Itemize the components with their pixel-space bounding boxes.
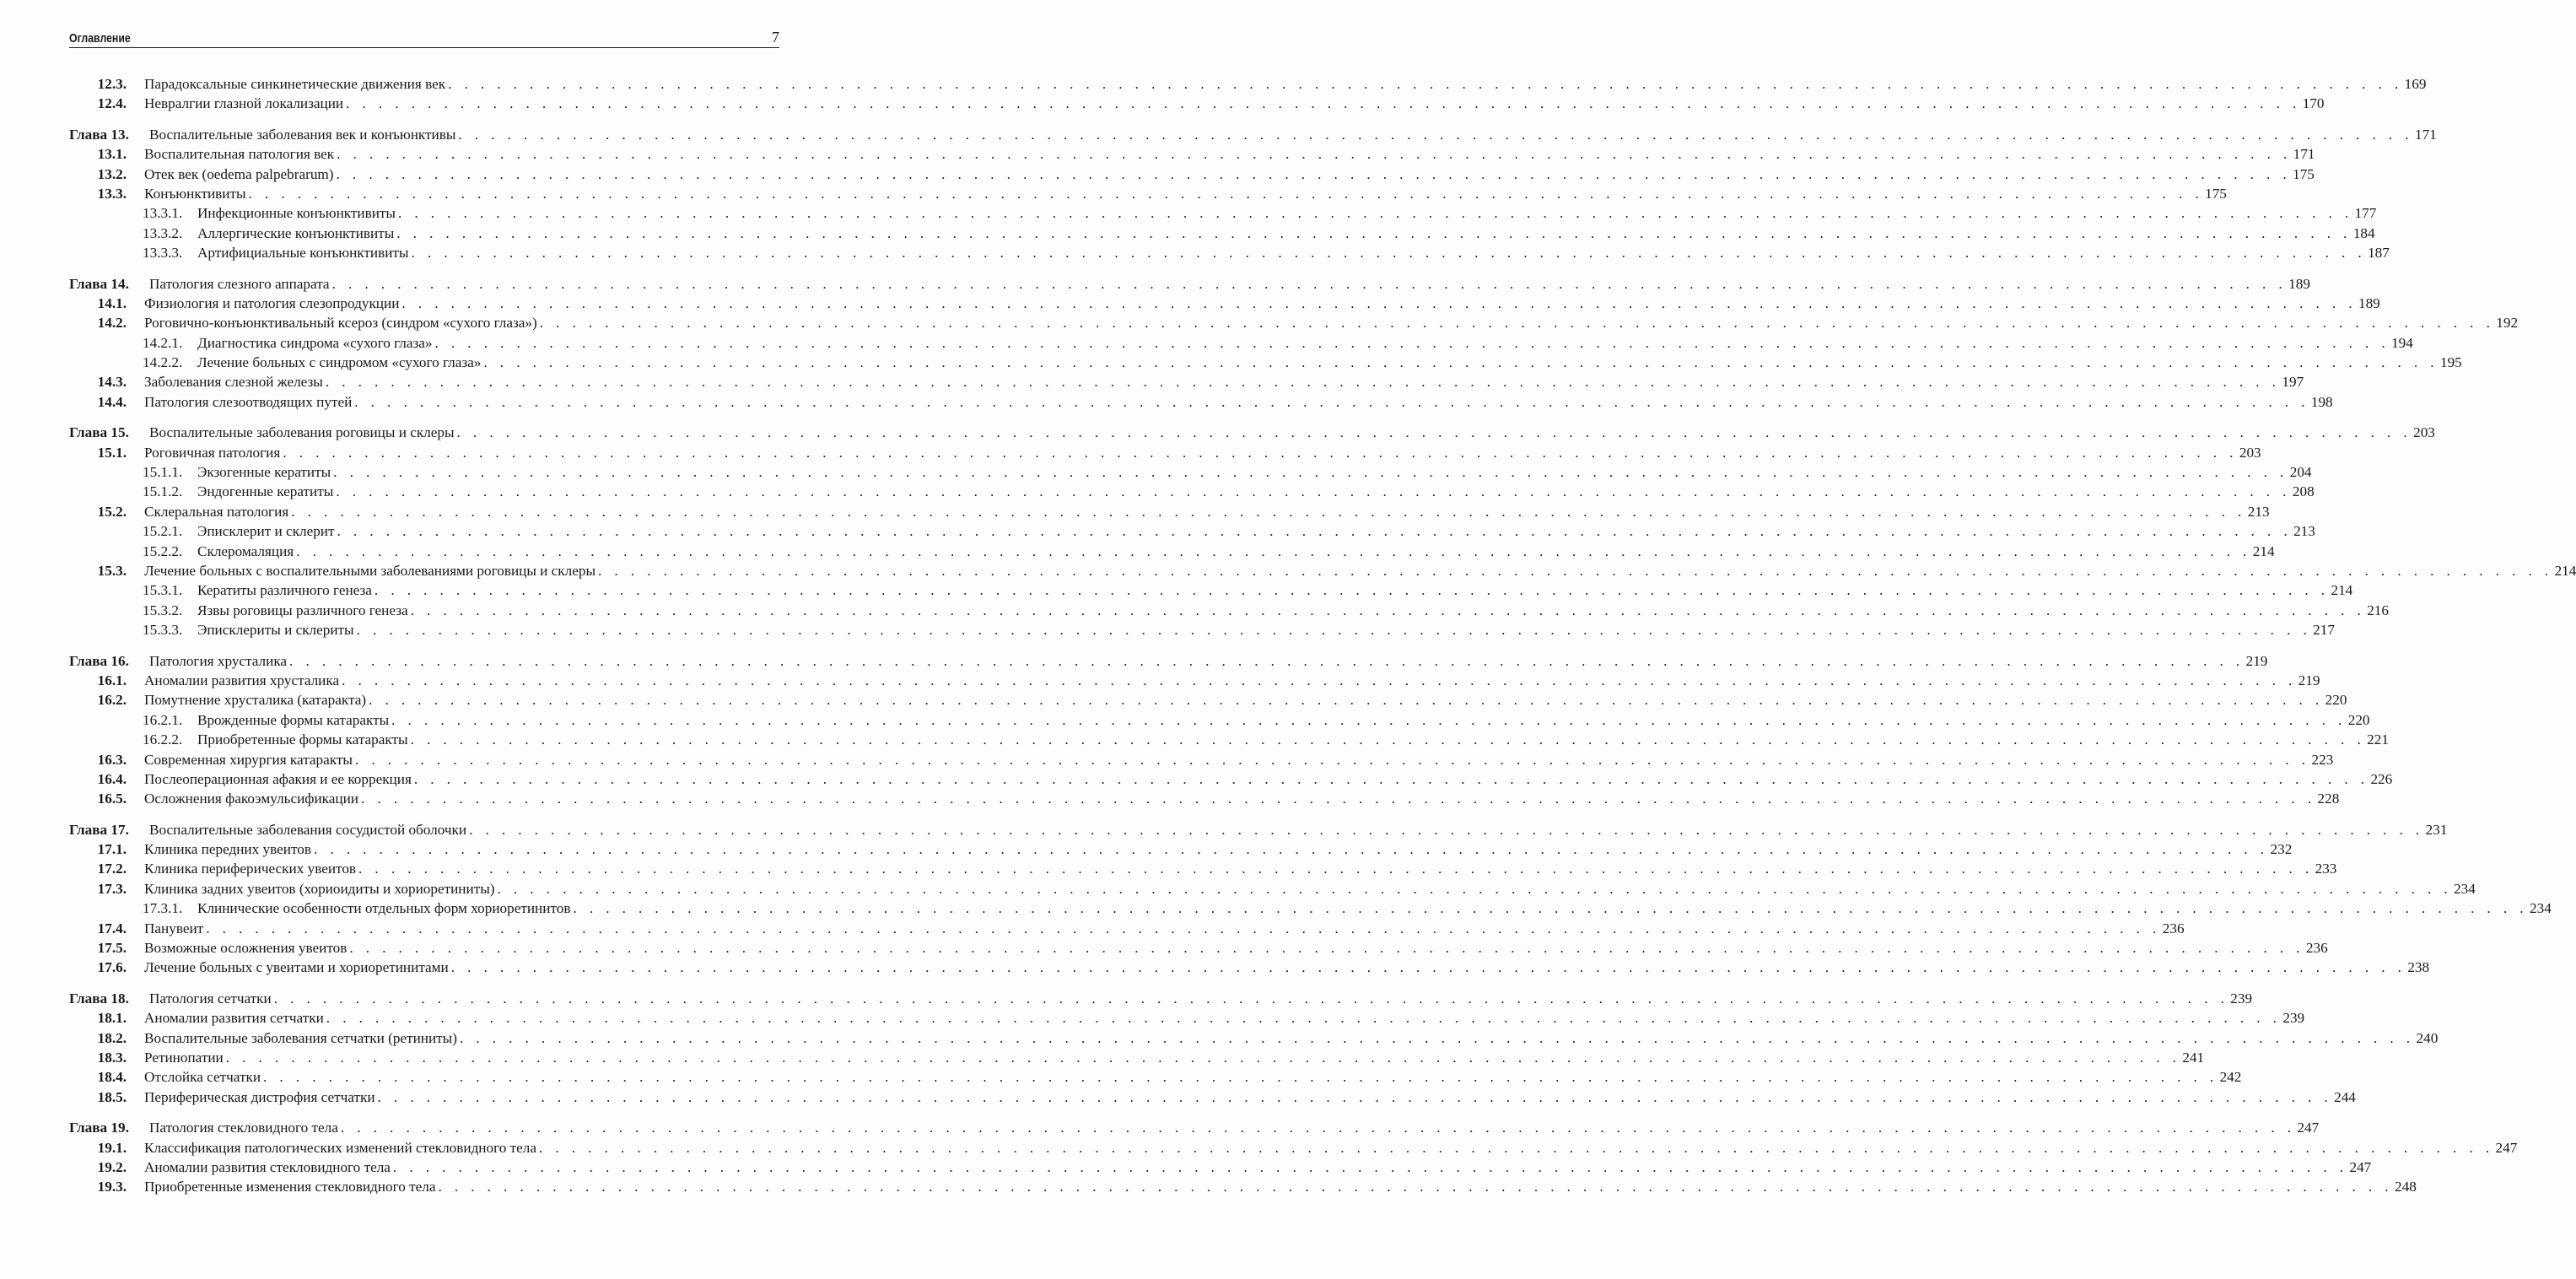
toc-entry-page: 239 xyxy=(2230,990,2253,1006)
toc-subsection-entry[interactable] xyxy=(69,899,2552,918)
toc-entry-page: 233 xyxy=(2315,861,2337,877)
dot-leader: . . . . . . . . . . . . . . . . . . . . . . . . . . . . . . . . . . . . . . . . . . . . . . . . . . . . . . . . . . . . . . . . . . . . . . . . . . . . . . . . . . . . . . . . . . . . . . . . . . . . . . . . . . . . . . . . . . . . . . . . xyxy=(438,1179,2394,1195)
toc-entry-title: Послеоперационная афакия и ее коррекция xyxy=(144,769,414,789)
toc-entry-page: 184 xyxy=(2352,224,2375,241)
toc-entry-title: Отслойка сетчатки xyxy=(144,1067,263,1087)
toc-entry-title: Воспалительные заболевания век и конъюнктивы xyxy=(149,125,458,144)
dot-leader: . . . . . . . . . . . . . . . . . . . . . . . . . . . . . . . . . . . . . . . . . . . . . . . . . . . . . . . . . . . . . . . . . . . . . . . . . . . . . . . . . . . . . . . . . . . . . . . . . . . . . . . . . . . . . . . . . . . . . . . . xyxy=(354,393,2309,410)
toc-entry-title: Конъюнктивиты xyxy=(144,184,249,203)
toc-entry-page: 240 xyxy=(2416,1029,2439,1046)
toc-entry-title: Лечение больных с синдромом «сухого глаза» xyxy=(197,353,483,372)
toc-entry-number: 19.1. xyxy=(97,1139,127,1156)
toc-entry-number: 17.2. xyxy=(97,861,127,877)
toc-chapter-entry[interactable] xyxy=(69,423,2435,442)
toc-entry-title: Периферическая дистрофия сетчатки xyxy=(144,1087,378,1107)
toc-section-entry[interactable] xyxy=(69,839,2293,859)
toc-entry-page: 177 xyxy=(2354,205,2377,222)
toc-entry-title: Ретинопатии xyxy=(144,1048,226,1067)
dot-leader: . . . . . . . . . . . . . . . . . . . . . . . . . . . . . . . . . . . . . . . . . . . . . . . . . . . . . . . . . . . . . . . . . . . . . . . . . . . . . . . . . . . . . . . . . . . . . . . . . . . . . . . . . . . . . . . . . . . . . . . . xyxy=(225,1049,2181,1066)
toc-entry-number: 14.4. xyxy=(97,393,127,410)
toc-entry-number: 15.3.3. xyxy=(143,622,183,639)
toc-entry-page: 247 xyxy=(2349,1158,2372,1175)
toc-section-entry[interactable] xyxy=(69,958,2430,977)
toc-entry-title: Врожденные формы катаракты xyxy=(197,710,391,730)
toc-entry-title: Артифициальные конъюнктивиты xyxy=(197,243,412,262)
dot-leader: . . . . . . . . . . . . . . . . . . . . . . . . . . . . . . . . . . . . . . . . . . . . . . . . . . . . . . . . . . . . . . . . . . . . . . . . . . . . . . . . . . . . . . . . . . . . . . . . . . . . . . . . . . . . . . . . . . . . . . . . xyxy=(337,523,2293,540)
toc-entry-number: 15.3.1. xyxy=(143,582,183,599)
toc-entry-title: Помутнение хрусталика (катаракта) xyxy=(144,690,369,710)
dot-leader: . . . . . . . . . . . . . . . . . . . . . . . . . . . . . . . . . . . . . . . . . . . . . . . . . . . . . . . . . . . . . . . . . . . . . . . . . . . . . . . . . . . . . . . . . . . . . . . . . . . . . . . . . . . . . . . . . . . . . . . . xyxy=(291,503,2246,520)
toc-entry-page: 195 xyxy=(2439,354,2462,371)
toc-entry-number: 17.3. xyxy=(97,880,127,897)
dot-leader: . . . . . . . . . . . . . . . . . . . . . . . . . . . . . . . . . . . . . . . . . . . . . . . . . . . . . . . . . . . . . . . . . . . . . . . . . . . . . . . . . . . . . . . . . . . . . . . . . . . . . . . . . . . . . . . . . . . . . . . . xyxy=(459,1029,2415,1046)
dot-leader: . . . . . . . . . . . . . . . . . . . . . . . . . . . . . . . . . . . . . . . . . . . . . . . . . . . . . . . . . . . . . . . . . . . . . . . . . . . . . . . . . . . . . . . . . . . . . . . . . . . . . . . . . . . . . . . . . . . . . . . . xyxy=(346,95,2301,112)
toc-entry-title: Патология слезного аппарата xyxy=(149,274,332,294)
dot-leader: . . . . . . . . . . . . . . . . . . . . . . . . . . . . . . . . . . . . . . . . . . . . . . . . . . . . . . . . . . . . . . . . . . . . . . . . . . . . . . . . . . . . . . . . . . . . . . . . . . . . . . . . . . . . . . . . . . . . . . . . xyxy=(538,1139,2494,1156)
toc-entry-title: Парадоксальные синкинетические движения век xyxy=(144,74,448,94)
toc-entry-page: 236 xyxy=(2162,920,2185,936)
toc-subsection-entry[interactable] xyxy=(69,710,2370,730)
toc-entry-title: Патология слезоотводящих путей xyxy=(144,392,354,412)
toc-entry-number: 18.2. xyxy=(97,1029,127,1046)
dot-leader: . . . . . . . . . . . . . . . . . . . . . . . . . . . . . . . . . . . . . . . . . . . . . . . . . . . . . . . . . . . . . . . . . . . . . . . . . . . . . . . . . . . . . . . . . . . . . . . . . . . . . . . . . . . . . . . . . . . . . . . . xyxy=(331,275,2288,292)
toc-subsection-entry[interactable] xyxy=(69,224,2375,243)
dot-leader: . . . . . . . . . . . . . . . . . . . . . . . . . . . . . . . . . . . . . . . . . . . . . . . . . . . . . . . . . . . . . . . . . . . . . . . . . . . . . . . . . . . . . . . . . . . . . . . . . . . . . . . . . . . . . . . . . . . . . . . . xyxy=(456,424,2412,441)
toc-entry-title: Клинические особенности отдельных форм хориоретинитов xyxy=(197,899,573,918)
dot-leader: . . . . . . . . . . . . . . . . . . . . . . . . . . . . . . . . . . . . . . . . . . . . . . . . . . . . . . . . . . . . . . . . . . . . . . . . . . . . . . . . . . . . . . . . . . . . . . . . . . . . . . . . . . . . . . . . . . . . . . . . xyxy=(342,672,2297,688)
toc-entry-number: 16.2. xyxy=(97,692,127,709)
toc-section-entry[interactable] xyxy=(69,561,2576,580)
dot-leader: . . . . . . . . . . . . . . . . . . . . . . . . . . . . . . . . . . . . . . . . . . . . . . . . . . . . . . . . . . . . . . . . . . . . . . . . . . . . . . . . . . . . . . . . . . . . . . . . . . . . . . . . . . . . . . . . . . . . . . . . xyxy=(396,224,2352,241)
toc-entry-title: Заболевания слезной железы xyxy=(144,372,326,391)
toc-entry-page: 239 xyxy=(2282,1010,2305,1027)
toc-entry-title: Приобретенные формы катаракты xyxy=(197,730,411,749)
toc-entry-number: 16.3. xyxy=(97,751,127,768)
toc-entry-number: 18.5. xyxy=(97,1088,127,1105)
toc-entry-number: 15.1.1. xyxy=(143,464,183,481)
toc-entry-page: 223 xyxy=(2311,751,2334,768)
dot-leader: . . . . . . . . . . . . . . . . . . . . . . . . . . . . . . . . . . . . . . . . . . . . . . . . . . . . . . . . . . . . . . . . . . . . . . . . . . . . . . . . . . . . . . . . . . . . . . . . . . . . . . . . . . . . . . . . . . . . . . . . xyxy=(391,711,2347,728)
toc-section-entry[interactable] xyxy=(69,94,2325,113)
chapter-gap xyxy=(69,1107,784,1118)
toc-entry-number: 12.3. xyxy=(97,76,127,92)
toc-section-entry[interactable] xyxy=(69,1048,2205,1067)
toc-entry-page: 175 xyxy=(2293,165,2315,182)
toc-entry-title: Возможные осложнения увеитов xyxy=(144,938,349,958)
dot-leader: . . . . . . . . . . . . . . . . . . . . . . . . . . . . . . . . . . . . . . . . . . . . . . . . . . . . . . . . . . . . . . . . . . . . . . . . . . . . . . . . . . . . . . . . . . . . . . . . . . . . . . . . . . . . . . . . . . . . . . . . xyxy=(458,126,2413,143)
dot-leader: . . . . . . . . . . . . . . . . . . . . . . . . . . . . . . . . . . . . . . . . . . . . . . . . . . . . . . . . . . . . . . . . . . . . . . . . . . . . . . . . . . . . . . . . . . . . . . . . . . . . . . . . . . . . . . . . . . . . . . . . xyxy=(206,920,2161,936)
dot-leader: . . . . . . . . . . . . . . . . . . . . . . . . . . . . . . . . . . . . . . . . . . . . . . . . . . . . . . . . . . . . . . . . . . . . . . . . . . . . . . . . . . . . . . . . . . . . . . . . . . . . . . . . . . . . . . . . . . . . . . . . xyxy=(450,959,2406,976)
dot-leader: . . . . . . . . . . . . . . . . . . . . . . . . . . . . . . . . . . . . . . . . . . . . . . . . . . . . . . . . . . . . . . . . . . . . . . . . . . . . . . . . . . . . . . . . . . . . . . . . . . . . . . . . . . . . . . . . . . . . . . . . xyxy=(598,562,2553,579)
toc-section-entry[interactable] xyxy=(69,879,2476,899)
toc-subsection-entry[interactable] xyxy=(69,542,2275,561)
table-of-contents xyxy=(69,74,2576,1197)
toc-entry-number: 17.4. xyxy=(97,920,127,936)
toc-section-entry[interactable] xyxy=(69,1008,2305,1028)
dot-leader: . . . . . . . . . . . . . . . . . . . . . . . . . . . . . . . . . . . . . . . . . . . . . . . . . . . . . . . . . . . . . . . . . . . . . . . . . . . . . . . . . . . . . . . . . . . . . . . . . . . . . . . . . . . . . . . . . . . . . . . . xyxy=(539,315,2495,332)
toc-entry-title: Склеромаляция xyxy=(197,542,296,561)
toc-entry-number: 16.4. xyxy=(97,770,127,787)
toc-entry-number: 16.1. xyxy=(97,672,127,688)
toc-entry-number: 19.2. xyxy=(97,1158,127,1175)
toc-entry-number: 13.3.2. xyxy=(143,224,183,241)
toc-entry-title: Воспалительная патология век xyxy=(144,144,337,164)
toc-entry-title: Патология стекловидного тела xyxy=(149,1118,341,1137)
dot-leader: . . . . . . . . . . . . . . . . . . . . . . . . . . . . . . . . . . . . . . . . . . . . . . . . . . . . . . . . . . . . . . . . . . . . . . . . . . . . . . . . . . . . . . . . . . . . . . . . . . . . . . . . . . . . . . . . . . . . . . . . xyxy=(483,354,2439,371)
toc-entry-page: 208 xyxy=(2292,483,2315,500)
toc-entry-page: 203 xyxy=(2239,444,2261,461)
toc-entry-number: 13.1. xyxy=(97,146,127,163)
toc-subsection-entry[interactable] xyxy=(69,521,2315,541)
toc-entry-number: Глава 15. xyxy=(69,424,129,441)
toc-entry-title: Физиология и патология слезопродукции xyxy=(144,294,401,313)
chapter-gap xyxy=(69,114,784,125)
toc-subsection-entry[interactable] xyxy=(69,462,2312,482)
dot-leader: . . . . . . . . . . . . . . . . . . . . . . . . . . . . . . . . . . . . . . . . . . . . . . . . . . . . . . . . . . . . . . . . . . . . . . . . . . . . . . . . . . . . . . . . . . . . . . . . . . . . . . . . . . . . . . . . . . . . . . . . xyxy=(398,205,2353,222)
toc-entry-number: 17.3.1. xyxy=(143,900,183,917)
toc-entry-page: 226 xyxy=(2370,770,2393,787)
dot-leader: . . . . . . . . . . . . . . . . . . . . . . . . . . . . . . . . . . . . . . . . . . . . . . . . . . . . . . . . . . . . . . . . . . . . . . . . . . . . . . . . . . . . . . . . . . . . . . . . . . . . . . . . . . . . . . . . . . . . . . . . xyxy=(326,1010,2282,1027)
toc-entry-title: Эписклериты и склериты xyxy=(197,620,357,640)
toc-entry-title: Язвы роговицы различного генеза xyxy=(197,601,411,620)
toc-entry-title: Аллергические конъюнктивиты xyxy=(197,224,396,243)
dot-leader: . . . . . . . . . . . . . . . . . . . . . . . . . . . . . . . . . . . . . . . . . . . . . . . . . . . . . . . . . . . . . . . . . . . . . . . . . . . . . . . . . . . . . . . . . . . . . . . . . . . . . . . . . . . . . . . . . . . . . . . . xyxy=(313,841,2269,858)
toc-section-entry[interactable] xyxy=(69,938,2328,958)
toc-entry-title: Эписклерит и склерит xyxy=(197,521,337,541)
toc-section-entry[interactable] xyxy=(69,502,2270,521)
dot-leader: . . . . . . . . . . . . . . . . . . . . . . . . . . . . . . . . . . . . . . . . . . . . . . . . . . . . . . . . . . . . . . . . . . . . . . . . . . . . . . . . . . . . . . . . . . . . . . . . . . . . . . . . . . . . . . . . . . . . . . . . xyxy=(410,731,2366,748)
toc-subsection-entry[interactable] xyxy=(69,601,2389,620)
toc-section-entry[interactable] xyxy=(69,294,2380,313)
toc-section-entry[interactable] xyxy=(69,313,2519,332)
toc-entry-number: 19.3. xyxy=(97,1179,127,1195)
toc-section-entry[interactable] xyxy=(69,859,2337,878)
dot-leader: . . . . . . . . . . . . . . . . . . . . . . . . . . . . . . . . . . . . . . . . . . . . . . . . . . . . . . . . . . . . . . . . . . . . . . . . . . . . . . . . . . . . . . . . . . . . . . . . . . . . . . . . . . . . . . . . . . . . . . . . xyxy=(434,334,2390,351)
toc-entry-page: 217 xyxy=(2313,622,2335,639)
chapter-gap xyxy=(69,978,784,989)
toc-entry-page: 204 xyxy=(2289,464,2312,481)
toc-entry-title: Клиника периферических увеитов xyxy=(144,859,358,878)
toc-entry-page: 238 xyxy=(2407,959,2430,976)
toc-subsection-entry[interactable] xyxy=(69,203,2377,223)
toc-section-entry[interactable] xyxy=(69,1067,2242,1087)
dot-leader: . . . . . . . . . . . . . . . . . . . . . . . . . . . . . . . . . . . . . . . . . . . . . . . . . . . . . . . . . . . . . . . . . . . . . . . . . . . . . . . . . . . . . . . . . . . . . . . . . . . . . . . . . . . . . . . . . . . . . . . . xyxy=(296,542,2251,559)
toc-entry-title: Кератиты различного генеза xyxy=(197,580,375,600)
dot-leader: . . . . . . . . . . . . . . . . . . . . . . . . . . . . . . . . . . . . . . . . . . . . . . . . . . . . . . . . . . . . . . . . . . . . . . . . . . . . . . . . . . . . . . . . . . . . . . . . . . . . . . . . . . . . . . . . . . . . . . . . xyxy=(263,1069,2218,1086)
toc-entry-page: 213 xyxy=(2247,503,2270,520)
toc-entry-page: 169 xyxy=(2404,76,2427,92)
toc-section-entry[interactable] xyxy=(69,372,2304,391)
toc-entry-title: Аномалии развития стекловидного тела xyxy=(144,1158,393,1177)
toc-entry-page: 175 xyxy=(2205,185,2227,202)
toc-entry-page: 192 xyxy=(2496,315,2519,332)
toc-entry-number: 12.4. xyxy=(97,95,127,112)
toc-entry-title: Роговично-конъюнктивальный ксероз (синдром «сухого глаза») xyxy=(144,313,540,332)
toc-section-entry[interactable] xyxy=(69,443,2261,462)
toc-entry-page: 213 xyxy=(2293,523,2315,540)
toc-entry-page: 189 xyxy=(2288,275,2310,292)
chapter-gap xyxy=(69,412,784,423)
toc-entry-page: 197 xyxy=(2282,374,2304,391)
chapter-gap xyxy=(69,809,784,820)
toc-entry-page: 248 xyxy=(2395,1179,2417,1195)
toc-entry-title: Роговичная патология xyxy=(144,443,283,462)
toc-chapter-entry[interactable] xyxy=(69,125,2437,144)
dot-leader: . . . . . . . . . . . . . . . . . . . . . . . . . . . . . . . . . . . . . . . . . . . . . . . . . . . . . . . . . . . . . . . . . . . . . . . . . . . . . . . . . . . . . . . . . . . . . . . . . . . . . . . . . . . . . . . . . . . . . . . . xyxy=(377,1088,2333,1105)
toc-entry-page: 247 xyxy=(2297,1120,2320,1136)
toc-entry-page: 214 xyxy=(2331,582,2353,599)
toc-entry-title: Невралгии глазной локализации xyxy=(144,94,346,113)
toc-entry-number: Глава 17. xyxy=(69,821,129,838)
toc-entry-page: 241 xyxy=(2182,1049,2205,1066)
toc-entry-number: 13.3.3. xyxy=(143,245,183,262)
toc-chapter-entry[interactable] xyxy=(69,651,2268,671)
toc-entry-title: Клиника передних увеитов xyxy=(144,839,314,859)
running-header xyxy=(69,25,779,48)
dot-leader: . . . . . . . . . . . . . . . . . . . . . . . . . . . . . . . . . . . . . . . . . . . . . . . . . . . . . . . . . . . . . . . . . . . . . . . . . . . . . . . . . . . . . . . . . . . . . . . . . . . . . . . . . . . . . . . . . . . . . . . . xyxy=(573,900,2528,917)
toc-entry-number: 18.4. xyxy=(97,1069,127,1086)
toc-section-entry[interactable] xyxy=(69,144,2315,164)
dot-leader: . . . . . . . . . . . . . . . . . . . . . . . . . . . . . . . . . . . . . . . . . . . . . . . . . . . . . . . . . . . . . . . . . . . . . . . . . . . . . . . . . . . . . . . . . . . . . . . . . . . . . . . . . . . . . . . . . . . . . . . . xyxy=(360,791,2316,807)
toc-entry-number: 15.1. xyxy=(97,444,127,461)
toc-entry-number: 16.5. xyxy=(97,791,127,807)
toc-entry-number: 15.2.1. xyxy=(143,523,183,540)
toc-entry-page: 214 xyxy=(2554,562,2576,579)
toc-section-entry[interactable] xyxy=(69,74,2427,94)
toc-entry-page: 194 xyxy=(2391,334,2413,351)
toc-subsection-entry[interactable] xyxy=(69,730,2389,749)
toc-entry-title: Диагностика синдрома «сухого глаза» xyxy=(197,333,435,353)
dot-leader: . . . . . . . . . . . . . . . . . . . . . . . . . . . . . . . . . . . . . . . . . . . . . . . . . . . . . . . . . . . . . . . . . . . . . . . . . . . . . . . . . . . . . . . . . . . . . . . . . . . . . . . . . . . . . . . . . . . . . . . . xyxy=(448,76,2403,92)
toc-subsection-entry[interactable] xyxy=(69,353,2462,372)
toc-entry-number: 14.2. xyxy=(97,315,127,332)
toc-section-entry[interactable] xyxy=(69,165,2315,184)
dot-leader: . . . . . . . . . . . . . . . . . . . . . . . . . . . . . . . . . . . . . . . . . . . . . . . . . . . . . . . . . . . . . . . . . . . . . . . . . . . . . . . . . . . . . . . . . . . . . . . . . . . . . . . . . . . . . . . . . . . . . . . . xyxy=(289,652,2245,669)
toc-entry-number: 15.1.2. xyxy=(143,483,183,500)
toc-entry-number: Глава 18. xyxy=(69,990,129,1006)
chapter-gap xyxy=(69,640,784,651)
toc-entry-number: 15.3. xyxy=(97,562,127,579)
dot-leader: . . . . . . . . . . . . . . . . . . . . . . . . . . . . . . . . . . . . . . . . . . . . . . . . . . . . . . . . . . . . . . . . . . . . . . . . . . . . . . . . . . . . . . . . . . . . . . . . . . . . . . . . . . . . . . . . . . . . . . . . xyxy=(374,582,2330,599)
toc-entry-number: 13.3. xyxy=(97,185,127,202)
toc-entry-title: Классификация патологических изменений стекловидного тела xyxy=(144,1138,539,1158)
dot-leader: . . . . . . . . . . . . . . . . . . . . . . . . . . . . . . . . . . . . . . . . . . . . . . . . . . . . . . . . . . . . . . . . . . . . . . . . . . . . . . . . . . . . . . . . . . . . . . . . . . . . . . . . . . . . . . . . . . . . . . . . xyxy=(413,770,2369,787)
dot-leader: . . . . . . . . . . . . . . . . . . . . . . . . . . . . . . . . . . . . . . . . . . . . . . . . . . . . . . . . . . . . . . . . . . . . . . . . . . . . . . . . . . . . . . . . . . . . . . . . . . . . . . . . . . . . . . . . . . . . . . . . xyxy=(273,990,2229,1006)
toc-entry-page: 219 xyxy=(2245,652,2268,669)
toc-entry-page: 220 xyxy=(2325,692,2347,709)
dot-leader: . . . . . . . . . . . . . . . . . . . . . . . . . . . . . . . . . . . . . . . . . . . . . . . . . . . . . . . . . . . . . . . . . . . . . . . . . . . . . . . . . . . . . . . . . . . . . . . . . . . . . . . . . . . . . . . . . . . . . . . . xyxy=(469,821,2424,838)
toc-entry-title: Приобретенные изменения стекловидного тела xyxy=(144,1177,438,1196)
toc-section-entry[interactable] xyxy=(69,769,2393,789)
toc-entry-number: 14.2.2. xyxy=(143,354,183,371)
dot-leader: . . . . . . . . . . . . . . . . . . . . . . . . . . . . . . . . . . . . . . . . . . . . . . . . . . . . . . . . . . . . . . . . . . . . . . . . . . . . . . . . . . . . . . . . . . . . . . . . . . . . . . . . . . . . . . . . . . . . . . . . xyxy=(411,245,2367,262)
toc-entry-title: Инфекционные конъюнктивиты xyxy=(197,203,398,223)
dot-leader: . . . . . . . . . . . . . . . . . . . . . . . . . . . . . . . . . . . . . . . . . . . . . . . . . . . . . . . . . . . . . . . . . . . . . . . . . . . . . . . . . . . . . . . . . . . . . . . . . . . . . . . . . . . . . . . . . . . . . . . . xyxy=(340,1120,2296,1136)
toc-entry-number: 15.2.2. xyxy=(143,542,183,559)
toc-entry-number: 13.3.1. xyxy=(143,205,183,222)
dot-leader: . . . . . . . . . . . . . . . . . . . . . . . . . . . . . . . . . . . . . . . . . . . . . . . . . . . . . . . . . . . . . . . . . . . . . . . . . . . . . . . . . . . . . . . . . . . . . . . . . . . . . . . . . . . . . . . . . . . . . . . . xyxy=(248,185,2204,202)
toc-entry-number: 13.2. xyxy=(97,165,127,182)
dot-leader: . . . . . . . . . . . . . . . . . . . . . . . . . . . . . . . . . . . . . . . . . . . . . . . . . . . . . . . . . . . . . . . . . . . . . . . . . . . . . . . . . . . . . . . . . . . . . . . . . . . . . . . . . . . . . . . . . . . . . . . . xyxy=(392,1158,2348,1175)
toc-entry-title: Панувеит xyxy=(144,919,206,938)
toc-subsection-entry[interactable] xyxy=(69,580,2353,600)
toc-section-entry[interactable] xyxy=(69,690,2347,710)
toc-entry-title: Склеральная патология xyxy=(144,502,291,521)
toc-entry-page: 216 xyxy=(2367,602,2389,618)
toc-entry-page: 220 xyxy=(2347,711,2370,728)
dot-leader: . . . . . . . . . . . . . . . . . . . . . . . . . . . . . . . . . . . . . . . . . . . . . . . . . . . . . . . . . . . . . . . . . . . . . . . . . . . . . . . . . . . . . . . . . . . . . . . . . . . . . . . . . . . . . . . . . . . . . . . . xyxy=(349,940,2304,957)
toc-subsection-entry[interactable] xyxy=(69,482,2315,501)
toc-entry-title: Лечение больных с воспалительными заболеваниями роговицы и склеры xyxy=(144,561,598,580)
toc-entry-page: 198 xyxy=(2310,393,2333,410)
page-number: 7 xyxy=(772,29,779,46)
toc-entry-page: 219 xyxy=(2298,672,2320,688)
toc-entry-title: Аномалии развития сетчатки xyxy=(144,1008,326,1028)
toc-entry-page: 203 xyxy=(2413,424,2435,441)
toc-subsection-entry[interactable] xyxy=(69,620,2335,640)
dot-leader: . . . . . . . . . . . . . . . . . . . . . . . . . . . . . . . . . . . . . . . . . . . . . . . . . . . . . . . . . . . . . . . . . . . . . . . . . . . . . . . . . . . . . . . . . . . . . . . . . . . . . . . . . . . . . . . . . . . . . . . . xyxy=(497,880,2453,897)
toc-entry-title: Лечение больных с увеитами и хориоретинитами xyxy=(144,958,451,977)
toc-entry-title: Патология сетчатки xyxy=(149,989,274,1008)
toc-chapter-entry[interactable] xyxy=(69,989,2253,1008)
dot-leader: . . . . . . . . . . . . . . . . . . . . . . . . . . . . . . . . . . . . . . . . . . . . . . . . . . . . . . . . . . . . . . . . . . . . . . . . . . . . . . . . . . . . . . . . . . . . . . . . . . . . . . . . . . . . . . . . . . . . . . . . xyxy=(336,483,2291,500)
toc-entry-page: 236 xyxy=(2305,940,2328,957)
toc-section-entry[interactable] xyxy=(69,789,2340,808)
toc-entry-page: 247 xyxy=(2495,1139,2518,1156)
dot-leader: . . . . . . . . . . . . . . . . . . . . . . . . . . . . . . . . . . . . . . . . . . . . . . . . . . . . . . . . . . . . . . . . . . . . . . . . . . . . . . . . . . . . . . . . . . . . . . . . . . . . . . . . . . . . . . . . . . . . . . . . xyxy=(283,444,2238,461)
header-title: Оглавление xyxy=(69,31,131,46)
dot-leader: . . . . . . . . . . . . . . . . . . . . . . . . . . . . . . . . . . . . . . . . . . . . . . . . . . . . . . . . . . . . . . . . . . . . . . . . . . . . . . . . . . . . . . . . . . . . . . . . . . . . . . . . . . . . . . . . . . . . . . . . xyxy=(336,165,2292,182)
dot-leader: . . . . . . . . . . . . . . . . . . . . . . . . . . . . . . . . . . . . . . . . . . . . . . . . . . . . . . . . . . . . . . . . . . . . . . . . . . . . . . . . . . . . . . . . . . . . . . . . . . . . . . . . . . . . . . . . . . . . . . . . xyxy=(325,374,2281,391)
toc-entry-page: 232 xyxy=(2270,841,2293,858)
toc-section-entry[interactable] xyxy=(69,1158,2372,1177)
toc-entry-title: Осложнения факоэмульсификации xyxy=(144,789,361,808)
toc-entry-title: Отек век (oedema palpebrarum) xyxy=(144,165,337,184)
toc-section-entry[interactable] xyxy=(69,750,2334,769)
toc-entry-title: Патология хрусталика xyxy=(149,651,289,671)
toc-entry-title: Аномалии развития хрусталика xyxy=(144,671,342,690)
toc-subsection-entry[interactable] xyxy=(69,243,2390,262)
toc-entry-number: 16.2.1. xyxy=(143,711,183,728)
toc-section-entry[interactable] xyxy=(69,1028,2439,1048)
toc-entry-number: 14.3. xyxy=(97,374,127,391)
toc-entry-page: 234 xyxy=(2454,880,2476,897)
toc-entry-page: 189 xyxy=(2358,294,2380,311)
toc-entry-page: 214 xyxy=(2252,542,2275,559)
toc-section-entry[interactable] xyxy=(69,1177,2417,1196)
toc-entry-number: Глава 19. xyxy=(69,1120,129,1136)
toc-entry-page: 187 xyxy=(2368,245,2390,262)
toc-entry-page: 242 xyxy=(2219,1069,2242,1086)
toc-entry-number: Глава 13. xyxy=(69,126,129,143)
toc-section-entry[interactable] xyxy=(69,919,2185,938)
toc-entry-title: Воспалительные заболевания роговицы и склеры xyxy=(149,423,457,442)
toc-entry-number: 17.6. xyxy=(97,959,127,976)
toc-chapter-entry[interactable] xyxy=(69,820,2448,839)
toc-chapter-entry[interactable] xyxy=(69,274,2310,294)
toc-entry-number: 16.2.2. xyxy=(143,731,183,748)
toc-entry-title: Экзогенные кератиты xyxy=(197,462,333,482)
toc-entry-number: 17.1. xyxy=(97,841,127,858)
toc-entry-number: 14.1. xyxy=(97,294,127,311)
toc-entry-title: Воспалительные заболевания сетчатки (ретиниты) xyxy=(144,1028,460,1048)
toc-entry-number: 15.2. xyxy=(97,503,127,520)
toc-entry-page: 221 xyxy=(2367,731,2389,748)
dot-leader: . . . . . . . . . . . . . . . . . . . . . . . . . . . . . . . . . . . . . . . . . . . . . . . . . . . . . . . . . . . . . . . . . . . . . . . . . . . . . . . . . . . . . . . . . . . . . . . . . . . . . . . . . . . . . . . . . . . . . . . . xyxy=(356,622,2312,639)
dot-leader: . . . . . . . . . . . . . . . . . . . . . . . . . . . . . . . . . . . . . . . . . . . . . . . . . . . . . . . . . . . . . . . . . . . . . . . . . . . . . . . . . . . . . . . . . . . . . . . . . . . . . . . . . . . . . . . . . . . . . . . . xyxy=(369,692,2324,709)
toc-subsection-entry[interactable] xyxy=(69,333,2413,353)
dot-leader: . . . . . . . . . . . . . . . . . . . . . . . . . . . . . . . . . . . . . . . . . . . . . . . . . . . . . . . . . . . . . . . . . . . . . . . . . . . . . . . . . . . . . . . . . . . . . . . . . . . . . . . . . . . . . . . . . . . . . . . . xyxy=(354,751,2310,768)
toc-chapter-entry[interactable] xyxy=(69,1118,2320,1137)
dot-leader: . . . . . . . . . . . . . . . . . . . . . . . . . . . . . . . . . . . . . . . . . . . . . . . . . . . . . . . . . . . . . . . . . . . . . . . . . . . . . . . . . . . . . . . . . . . . . . . . . . . . . . . . . . . . . . . . . . . . . . . . xyxy=(410,602,2366,618)
toc-section-entry[interactable] xyxy=(69,1138,2518,1158)
toc-section-entry[interactable] xyxy=(69,1087,2356,1107)
toc-entry-page: 171 xyxy=(2414,126,2437,143)
toc-entry-page: 228 xyxy=(2317,791,2340,807)
dot-leader: . . . . . . . . . . . . . . . . . . . . . . . . . . . . . . . . . . . . . . . . . . . . . . . . . . . . . . . . . . . . . . . . . . . . . . . . . . . . . . . . . . . . . . . . . . . . . . . . . . . . . . . . . . . . . . . . . . . . . . . . xyxy=(401,294,2357,311)
toc-section-entry[interactable] xyxy=(69,392,2333,412)
toc-entry-number: 18.1. xyxy=(97,1010,127,1027)
toc-entry-title: Клиника задних увеитов (хориоидиты и хориоретиниты) xyxy=(144,879,498,899)
toc-entry-number: 15.3.2. xyxy=(143,602,183,618)
toc-entry-page: 170 xyxy=(2302,95,2325,112)
dot-leader: . . . . . . . . . . . . . . . . . . . . . . . . . . . . . . . . . . . . . . . . . . . . . . . . . . . . . . . . . . . . . . . . . . . . . . . . . . . . . . . . . . . . . . . . . . . . . . . . . . . . . . . . . . . . . . . . . . . . . . . . xyxy=(358,861,2314,877)
toc-section-entry[interactable] xyxy=(69,184,2227,203)
toc-entry-title: Воспалительные заболевания сосудистой оболочки xyxy=(149,820,469,839)
dot-leader: . . . . . . . . . . . . . . . . . . . . . . . . . . . . . . . . . . . . . . . . . . . . . . . . . . . . . . . . . . . . . . . . . . . . . . . . . . . . . . . . . . . . . . . . . . . . . . . . . . . . . . . . . . . . . . . . . . . . . . . . xyxy=(333,464,2288,481)
toc-entry-number: 17.5. xyxy=(97,940,127,957)
toc-entry-number: 14.2.1. xyxy=(143,334,183,351)
toc-entry-number: 18.3. xyxy=(97,1049,127,1066)
toc-entry-number: Глава 16. xyxy=(69,652,129,669)
toc-entry-title: Современная хирургия катаракты xyxy=(144,750,355,769)
toc-entry-title: Эндогенные кератиты xyxy=(197,482,336,501)
dot-leader: . . . . . . . . . . . . . . . . . . . . . . . . . . . . . . . . . . . . . . . . . . . . . . . . . . . . . . . . . . . . . . . . . . . . . . . . . . . . . . . . . . . . . . . . . . . . . . . . . . . . . . . . . . . . . . . . . . . . . . . . xyxy=(337,146,2292,163)
toc-entry-page: 231 xyxy=(2425,821,2448,838)
toc-entry-page: 244 xyxy=(2334,1088,2356,1105)
toc-entry-number: Глава 14. xyxy=(69,275,129,292)
toc-entry-page: 171 xyxy=(2293,146,2315,163)
chapter-gap xyxy=(69,263,784,274)
toc-section-entry[interactable] xyxy=(69,671,2320,690)
toc-entry-page: 234 xyxy=(2530,900,2552,917)
